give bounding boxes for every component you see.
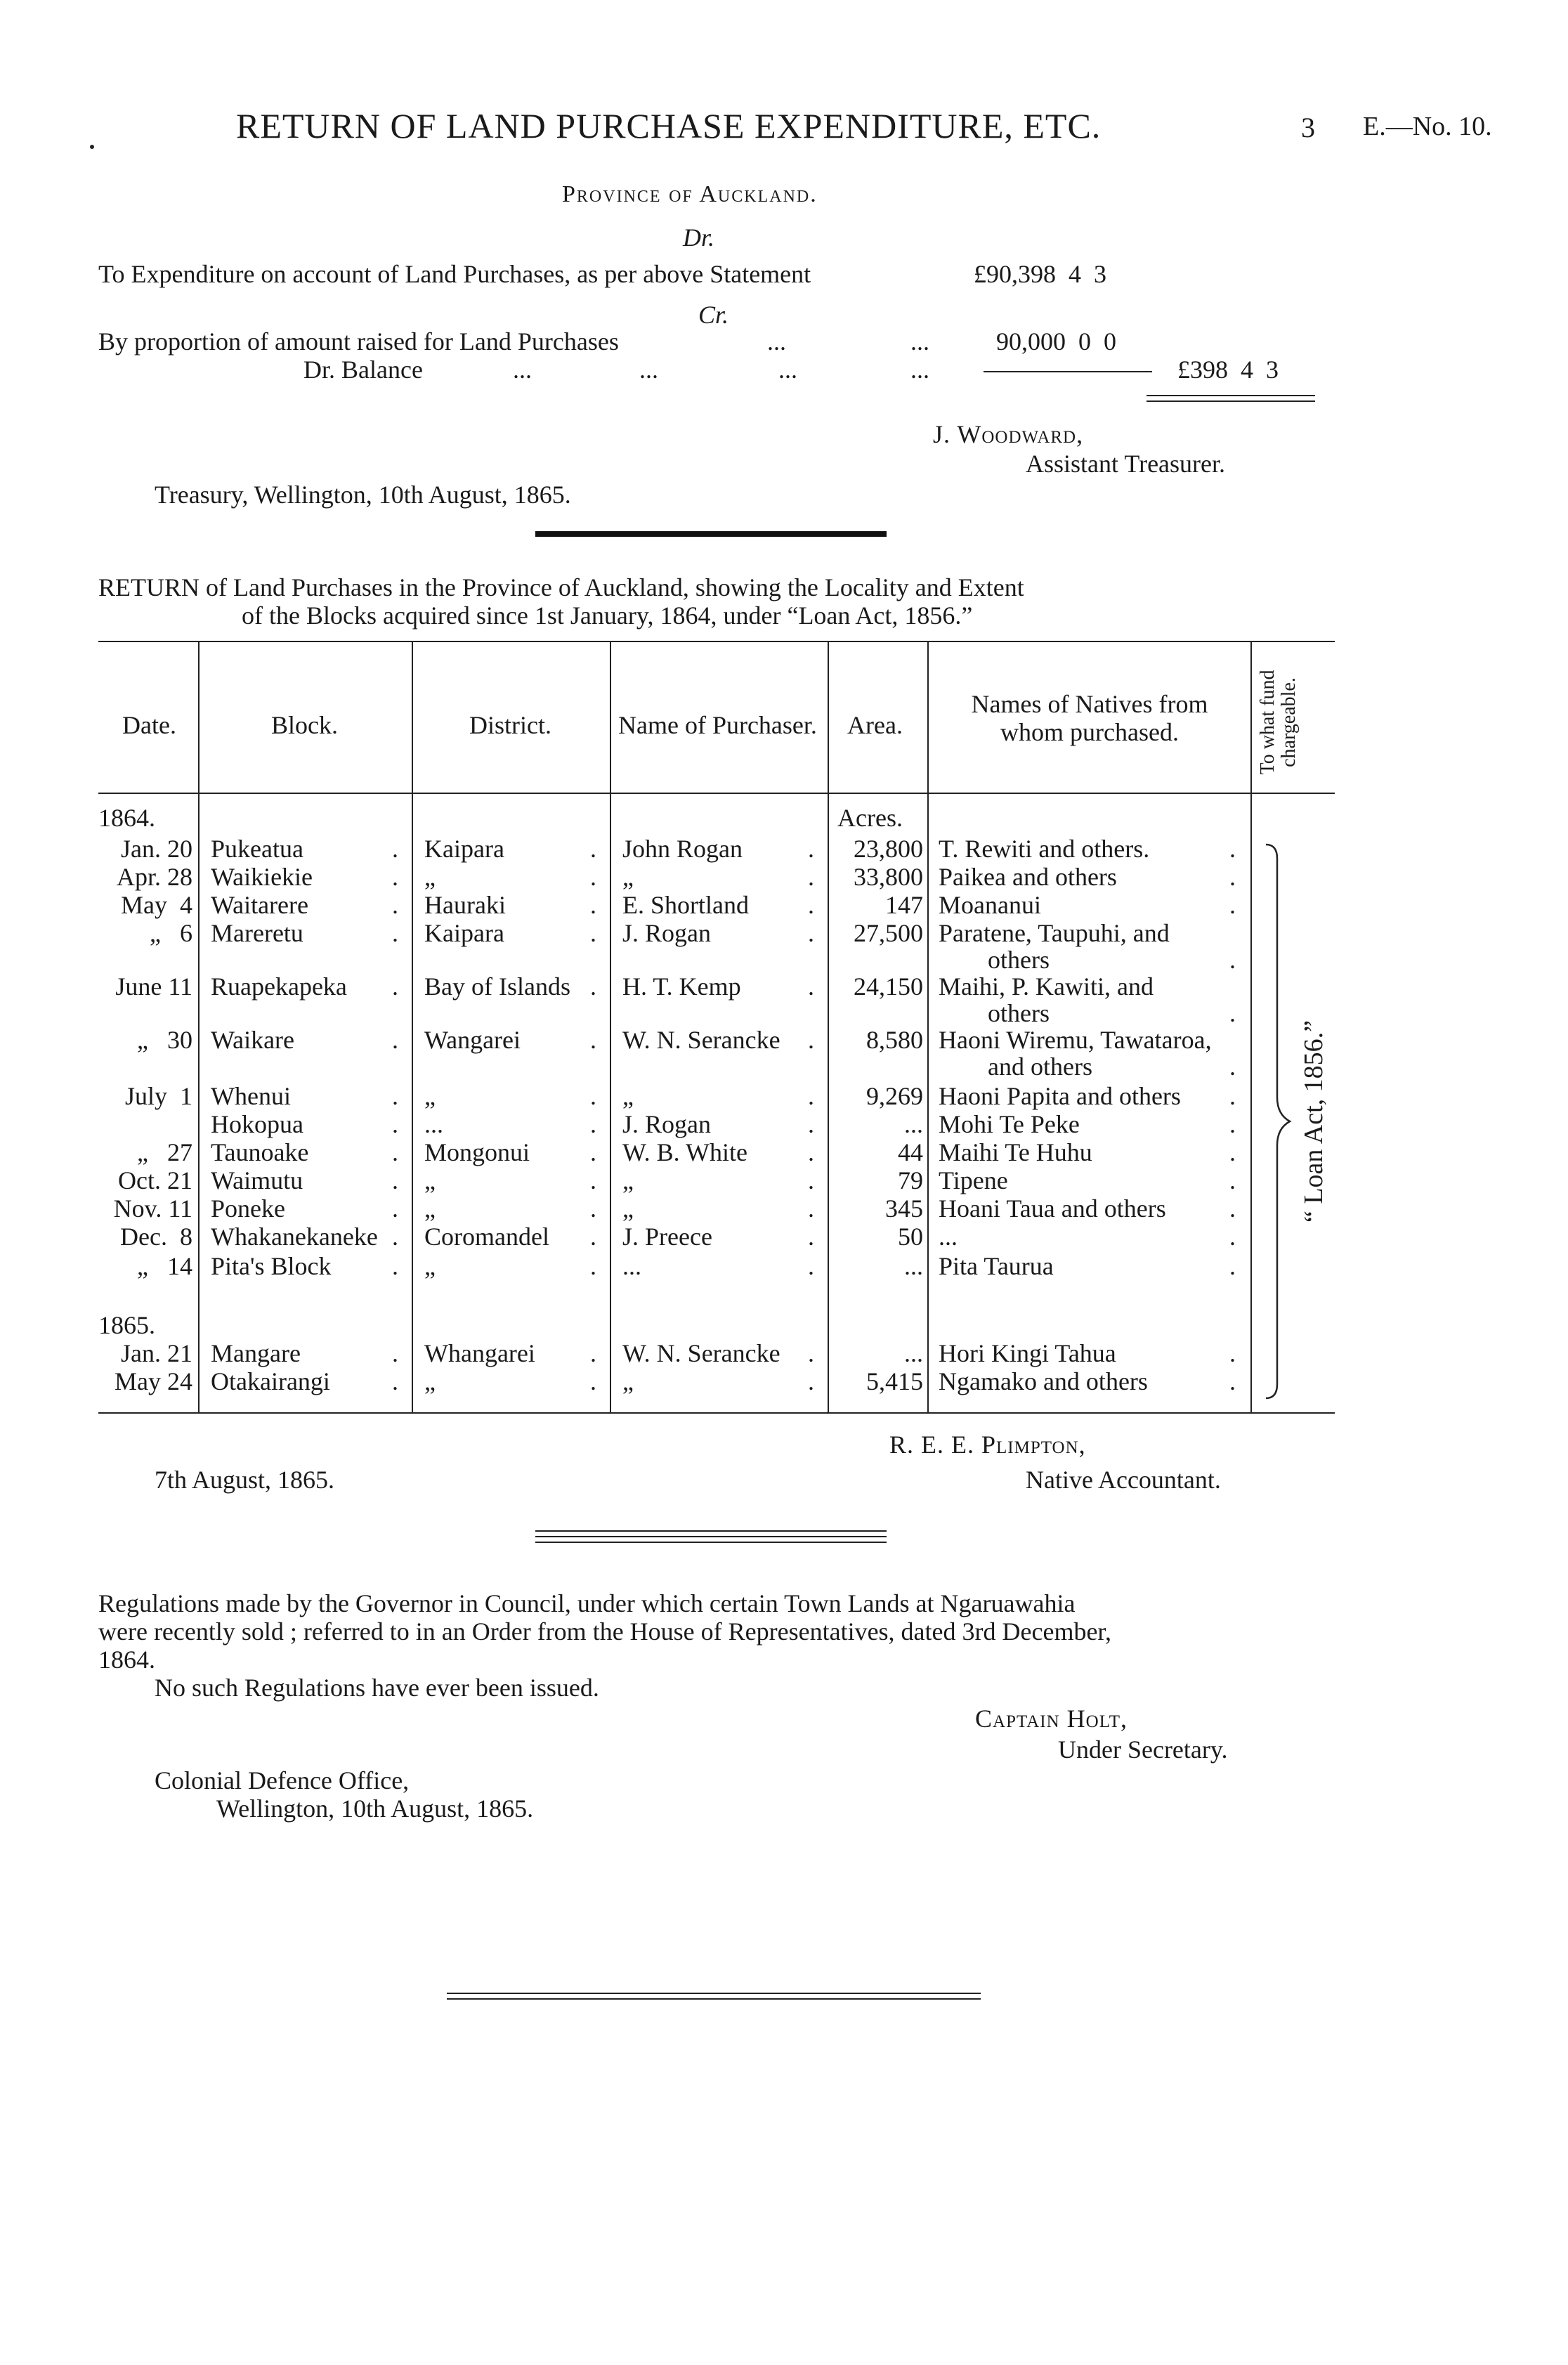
row-natives: T. Rewiti and others. [939, 835, 1150, 863]
column-rule [412, 641, 413, 1414]
province-heading: Province of Auckland. [562, 181, 818, 207]
leader-dot: . [1229, 1110, 1236, 1138]
row-purchaser: J. Rogan [622, 1110, 711, 1138]
debit-label: Dr. [683, 223, 715, 252]
leader-dot: . [808, 1252, 814, 1280]
leader-dot: . [590, 891, 596, 919]
leader-dot: . [392, 1166, 398, 1194]
row-natives: Hori Kingi Tahua [939, 1339, 1116, 1367]
row-purchaser: „ [622, 1166, 634, 1194]
row-block: Otakairangi [211, 1367, 330, 1395]
leader-dot: . [392, 972, 398, 1001]
regulations-line: were recently sold ; referred to in an Order from the House of Representatives, dated 3rd December, [98, 1617, 1111, 1646]
leader-dot: . [1229, 835, 1236, 863]
row-area: 23,800 [854, 835, 923, 863]
row-purchaser: „ [622, 863, 634, 891]
leader-dot: . [1229, 863, 1236, 891]
leader-dot: . [808, 1166, 814, 1194]
column-header-area: Area. [847, 711, 903, 739]
leader-dot: . [808, 1223, 814, 1251]
leader-dot: . [1229, 999, 1236, 1027]
row-natives-continued: others [988, 999, 1050, 1027]
balance-rule [984, 371, 1152, 372]
total-double-rule [1146, 400, 1315, 402]
row-date: May 4 [121, 891, 192, 919]
leader-dot: . [392, 1194, 398, 1223]
regulations-line: Regulations made by the Governor in Council, under which certain Town Lands at Ngaruawahia [98, 1589, 1076, 1617]
row-natives: Hoani Taua and others [939, 1194, 1166, 1223]
column-rule [198, 641, 200, 1414]
row-block: Waitarere [211, 891, 308, 919]
secretary-name: Captain Holt, [975, 1705, 1128, 1733]
return-heading: RETURN of Land Purchases in the Province of Auckland, showing the Locality and Extent [98, 573, 1024, 601]
row-date: „ 6 [150, 919, 192, 947]
expenditure-line: To Expenditure on account of Land Purchases, as per above Statement [98, 260, 811, 288]
leader-dot: . [590, 863, 596, 891]
leader-dot: . [1229, 891, 1236, 919]
year-1864: 1864. [98, 804, 155, 832]
row-date: Oct. 21 [118, 1166, 192, 1194]
proportion-amount: 90,000 0 0 [996, 327, 1116, 356]
row-area: 5,415 [866, 1367, 923, 1395]
row-block: Taunoake [211, 1138, 309, 1166]
row-area: 33,800 [854, 863, 923, 891]
proportion-leader: ... [767, 327, 786, 356]
margin-dot [90, 145, 94, 149]
row-purchaser: ... [622, 1252, 641, 1280]
balance-leader: ... [778, 356, 797, 384]
row-date: „ 14 [137, 1252, 192, 1280]
row-district: Kaipara [424, 919, 504, 947]
office-name: Colonial Defence Office, [155, 1766, 410, 1794]
row-purchaser: W. N. Serancke [622, 1026, 780, 1054]
leader-dot: . [590, 1138, 596, 1166]
leader-dot: . [808, 1367, 814, 1395]
row-district: Kaipara [424, 835, 504, 863]
header-bottom-rule [98, 793, 1335, 794]
row-purchaser: John Rogan [622, 835, 743, 863]
balance-leader: ... [513, 356, 532, 384]
row-district: Coromandel [424, 1223, 549, 1251]
balance-label: Dr. Balance [303, 356, 423, 384]
fund-chargeable: “ Loan Act, 1856.” [1299, 1019, 1328, 1223]
row-natives: Tipene [939, 1166, 1008, 1194]
row-block: Mareretu [211, 919, 303, 947]
row-area: 8,580 [866, 1026, 923, 1054]
accountant-name: R. E. E. Plimpton, [889, 1431, 1086, 1459]
row-area: ... [904, 1339, 923, 1367]
leader-dot: . [392, 1339, 398, 1367]
leader-dot: . [808, 919, 814, 947]
row-date: „ 27 [137, 1138, 192, 1166]
leader-dot: . [590, 1166, 596, 1194]
leader-dot: . [590, 835, 596, 863]
leader-dot: . [392, 1223, 398, 1251]
leader-dot: . [808, 1339, 814, 1367]
total-double-rule [1146, 395, 1315, 396]
row-area: 50 [898, 1223, 923, 1251]
column-header-purchaser: Name of Purchaser. [618, 711, 817, 739]
leader-dot: . [392, 1026, 398, 1054]
row-date: Jan. 21 [121, 1339, 192, 1367]
row-purchaser: W. B. White [622, 1138, 747, 1166]
row-block: Waikare [211, 1026, 295, 1054]
leader-dot: . [590, 1082, 596, 1110]
row-area: ... [904, 1252, 923, 1280]
row-purchaser: E. Shortland [622, 891, 749, 919]
brace-icon [1262, 840, 1297, 1402]
treasury-date: Treasury, Wellington, 10th August, 1865. [155, 481, 571, 509]
row-block: Poneke [211, 1194, 285, 1223]
balance-amount: £398 4 3 [1177, 356, 1279, 384]
row-district: „ [424, 863, 436, 891]
row-district: Whangarei [424, 1339, 535, 1367]
row-block: Whakanekaneke [211, 1223, 378, 1251]
row-purchaser: W. N. Serancke [622, 1339, 780, 1367]
row-block: Waimutu [211, 1166, 303, 1194]
leader-dot: . [1229, 1166, 1236, 1194]
return-date: 7th August, 1865. [155, 1466, 335, 1494]
row-date: Jan. 20 [121, 835, 192, 863]
page-title: RETURN OF LAND PURCHASE EXPENDITURE, ETC. [236, 106, 1102, 145]
row-natives: Moananui [939, 891, 1041, 919]
leader-dot: . [808, 1082, 814, 1110]
leader-dot: . [808, 1138, 814, 1166]
leader-dot: . [392, 1138, 398, 1166]
proportion-leader: ... [910, 327, 929, 356]
row-area: 9,269 [866, 1082, 923, 1110]
leader-dot: . [590, 1223, 596, 1251]
leader-dot: . [1229, 1252, 1236, 1280]
row-date: „ 30 [137, 1026, 192, 1054]
leader-dot: . [590, 919, 596, 947]
column-rule [927, 641, 929, 1414]
secretary-title: Under Secretary. [1058, 1735, 1228, 1764]
row-block: Whenui [211, 1082, 291, 1110]
office-date: Wellington, 10th August, 1865. [216, 1794, 534, 1823]
row-natives: Maihi, P. Kawiti, and [939, 972, 1154, 1001]
row-area: 24,150 [854, 972, 923, 1001]
row-natives: Mohi Te Peke [939, 1110, 1080, 1138]
leader-dot: . [1229, 1082, 1236, 1110]
row-district: „ [424, 1252, 436, 1280]
row-district: Mongonui [424, 1138, 530, 1166]
leader-dot: . [808, 1026, 814, 1054]
row-area: 345 [885, 1194, 923, 1223]
leader-dot: . [392, 1252, 398, 1280]
page-number: 3 [1301, 112, 1315, 143]
leader-dot: . [392, 835, 398, 863]
row-block: Ruapekapeka [211, 972, 347, 1001]
leader-dot: . [808, 891, 814, 919]
proportion-line: By proportion of amount raised for Land Purchases [98, 327, 619, 356]
leader-dot: . [590, 972, 596, 1001]
column-rule [1250, 641, 1252, 1414]
section-divider [535, 1542, 887, 1543]
leader-dot: . [392, 1110, 398, 1138]
leader-dot: . [590, 1252, 596, 1280]
leader-dot: . [1229, 1138, 1236, 1166]
leader-dot: . [808, 1110, 814, 1138]
row-district: Bay of Islands [424, 972, 570, 1001]
row-purchaser: J. Rogan [622, 919, 711, 947]
section-divider [535, 531, 887, 537]
row-natives: Ngamako and others [939, 1367, 1148, 1395]
column-header-fund: To what fund chargeable. [1257, 670, 1300, 775]
leader-dot: . [1229, 1223, 1236, 1251]
row-natives: Paikea and others [939, 863, 1117, 891]
row-area: 44 [898, 1138, 923, 1166]
row-block: Mangare [211, 1339, 301, 1367]
row-purchaser: „ [622, 1194, 634, 1223]
column-rule [610, 641, 611, 1414]
document-reference: E.—No. 10. [1363, 112, 1492, 141]
leader-dot: . [392, 919, 398, 947]
row-area: 79 [898, 1166, 923, 1194]
leader-dot: . [1229, 1053, 1236, 1081]
leader-dot: . [590, 1026, 596, 1054]
column-header-district: District. [469, 711, 551, 739]
row-district: ... [424, 1110, 443, 1138]
row-area: ... [904, 1110, 923, 1138]
row-natives: ... [939, 1223, 958, 1251]
expenditure-amount: £90,398 4 3 [974, 260, 1106, 288]
row-natives-continued: others [988, 946, 1050, 974]
row-date: June 11 [115, 972, 192, 1001]
accountant-title: Native Accountant. [1026, 1466, 1221, 1494]
balance-leader: ... [639, 356, 658, 384]
row-date: Dec. 8 [120, 1223, 192, 1251]
year-1865: 1865. [98, 1311, 155, 1339]
leader-dot: . [590, 1110, 596, 1138]
regulations-answer: No such Regulations have ever been issued. [155, 1674, 599, 1702]
leader-dot: . [808, 972, 814, 1001]
leader-dot: . [392, 1367, 398, 1395]
row-date: Nov. 11 [113, 1194, 192, 1223]
row-natives: Maihi Te Huhu [939, 1138, 1092, 1166]
row-block: Hokopua [211, 1110, 303, 1138]
row-block: Waikiekie [211, 863, 313, 891]
row-district: „ [424, 1082, 436, 1110]
regulations-line: 1864. [98, 1646, 155, 1674]
leader-dot: . [590, 1339, 596, 1367]
leader-dot: . [392, 1082, 398, 1110]
table-bottom-rule [98, 1412, 1335, 1414]
leader-dot: . [1229, 946, 1236, 974]
row-natives-continued: and others [988, 1053, 1092, 1081]
section-divider [535, 1530, 887, 1532]
row-natives: Pita Taurua [939, 1252, 1054, 1280]
table-top-rule [98, 641, 1335, 642]
row-purchaser: J. Preece [622, 1223, 712, 1251]
end-divider [447, 1993, 981, 1994]
column-header-date: Date. [122, 711, 176, 739]
end-divider [447, 1998, 981, 2000]
section-divider [535, 1536, 887, 1537]
leader-dot: . [808, 863, 814, 891]
treasurer-name: J. Woodward, [933, 420, 1084, 448]
row-block: Pita's Block [211, 1252, 332, 1280]
leader-dot: . [392, 891, 398, 919]
row-area: 27,500 [854, 919, 923, 947]
row-date: Apr. 28 [117, 863, 192, 891]
leader-dot: . [392, 863, 398, 891]
row-natives: Haoni Papita and others [939, 1082, 1181, 1110]
row-district: „ [424, 1166, 436, 1194]
row-purchaser: „ [622, 1367, 634, 1395]
acres-label: Acres. [837, 804, 903, 832]
treasurer-title: Assistant Treasurer. [1026, 450, 1226, 478]
row-purchaser: „ [622, 1082, 634, 1110]
leader-dot: . [808, 1194, 814, 1223]
leader-dot: . [1229, 1367, 1236, 1395]
column-header-block: Block. [271, 711, 338, 739]
leader-dot: . [590, 1194, 596, 1223]
return-heading-continued: of the Blocks acquired since 1st January, 1864, under “Loan Act, 1856.” [242, 601, 973, 630]
row-district: Wangarei [424, 1026, 521, 1054]
land-purchase-table [98, 641, 1335, 1416]
row-natives: Haoni Wiremu, Tawataroa, [939, 1026, 1212, 1054]
credit-label: Cr. [698, 301, 729, 329]
row-natives: Paratene, Taupuhi, and [939, 919, 1170, 947]
leader-dot: . [590, 1367, 596, 1395]
row-area: 147 [885, 891, 923, 919]
leader-dot: . [1229, 1339, 1236, 1367]
row-district: Hauraki [424, 891, 506, 919]
balance-leader: ... [910, 356, 929, 384]
row-block: Pukeatua [211, 835, 303, 863]
row-date: May 24 [115, 1367, 192, 1395]
row-district: „ [424, 1367, 436, 1395]
row-date: July 1 [124, 1082, 192, 1110]
column-header-natives: Names of Natives from whom purchased. [971, 690, 1208, 746]
leader-dot: . [808, 835, 814, 863]
leader-dot: . [1229, 1194, 1236, 1223]
row-district: „ [424, 1194, 436, 1223]
row-purchaser: H. T. Kemp [622, 972, 741, 1001]
